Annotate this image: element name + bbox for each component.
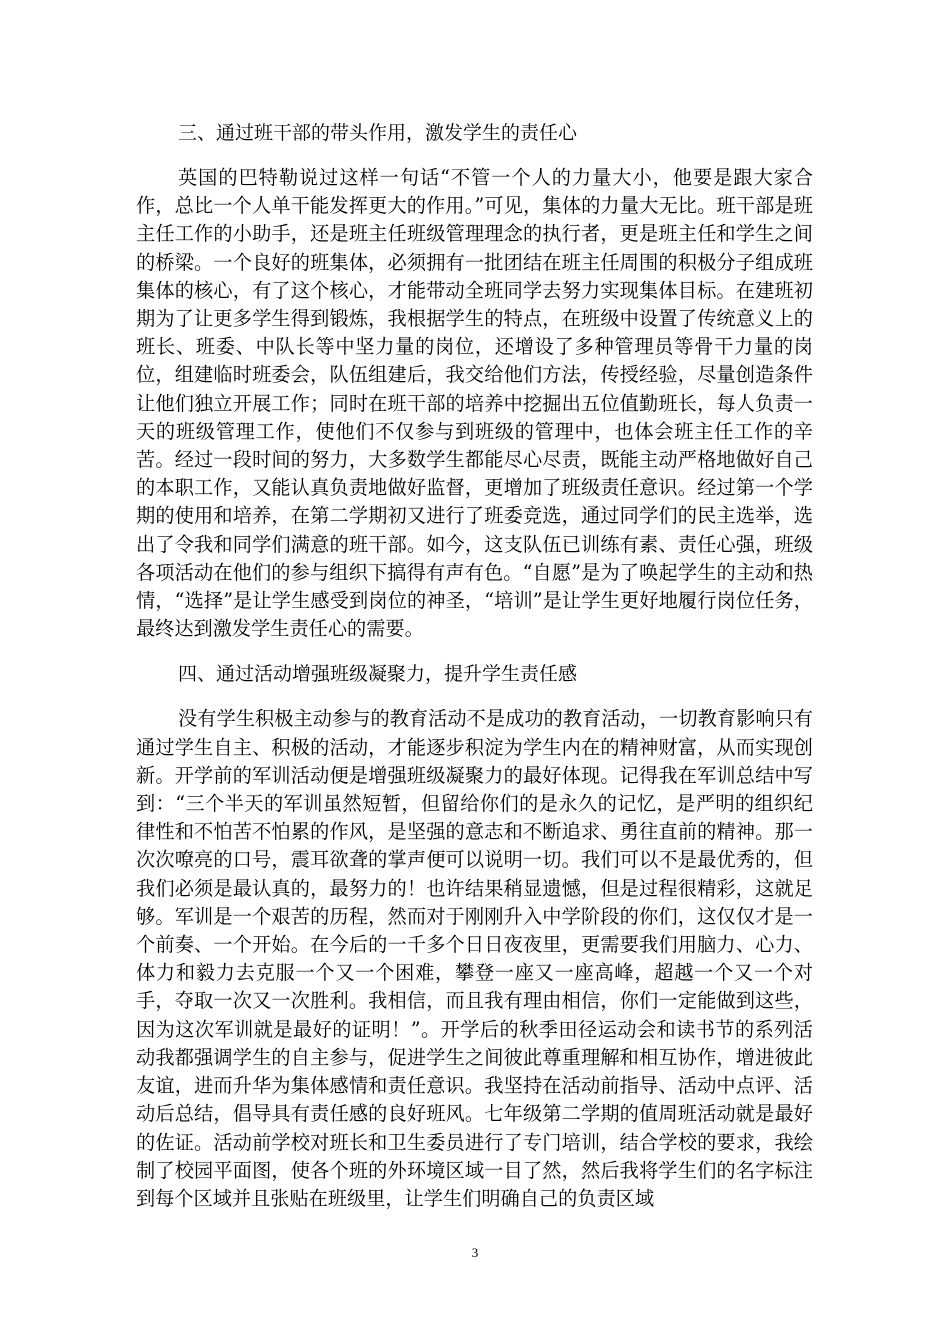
section-heading-4: 四、通过活动增强班级凝聚力，提升学生责任感	[178, 663, 578, 686]
section-heading-3: 三、通过班干部的带头作用，激发学生的责任心	[178, 122, 578, 144]
section-paragraph-4: 没有学生积极主动参与的教育活动不是成功的教育活动，一切教育影响只有通过学生自主、积极的活动，才能逐步积淀为学生内在的精神财富，从而实现创新。开学前的军训活动便是增强班级凝聚力的最好体现。记得我在军训总结中写到：“三个半天的军训虽然短暂，但留给你们的是永久的记忆，是严明的组织纪律性和不怕苦不怕累的作风，是坚强的意志和不断追求、勇往直前的精神。那一次次嘹亮的口号，震耳欲聋的掌声便可以说明一切。我们可以不是最优秀的，但我们必须是最认真的，最努力的！也许结果稍显遗憾，但是过程很精彩，这就足够。军训是一个艰苦的历程，然而对于刚刚升入中学阶段的你们，这仅仅才是一个前奏、一个开始。在今后的一千多个日日夜夜里，更需要我们用脑力、心力、体力和毅力去克服一个又一个困难，攀登一座又一座高峰，超越一个又一个对手，夺取一次又一次胜利。我相信，而且我有理由相信，你们一定能做到这些，因为这次军训就是最好的证明！”。开学后的秋季田径运动会和读书节的系列活动我都强调学生的自主参与，促进学生之间彼此尊重理解和相互协作，增进彼此友谊，进而升华为集体感情和责任意识。我坚持在活动前指导、活动中点评、活动后总结，倡导具有责任感的良好班风。七年级第二学期的值周班活动就是最好的佐证。活动前学校对班长和卫生委员进行了专门培训，结合学校的要求，我绘制了校园平面图，使各个班的外环境区域一目了然，然后我将学生们的名字标注到每个区域并且张贴在班级里，让学生们明确自己的负责区域	[136, 707, 813, 1210]
page-number: 3	[471, 1245, 479, 1260]
document-page	[136, 118, 813, 1213]
section-paragraph-3: 英国的巴特勒说过这样一句话“不管一个人的力量大小，他要是跟大家合作，总比一个人单干能发挥更大的作用。”可见，集体的力量大无比。班干部是班主任工作的小助手，还是班主任班级管理理念的执行者，更是班主任和学生之间的桥梁。一个良好的班集体，必须拥有一批团结在班主任周围的积极分子组成班集体的核心，有了这个核心，才能带动全班同学去努力实现集体目标。在建班初期为了让更多学生得到锻炼，我根据学生的特点，在班级中设置了传统意义上的班长、班委、中队长等中坚力量的岗位，还增设了多种管理员等骨干力量的岗位，组建临时班委会，队伍组建后，我交给他们方法，传授经验，尽量创造条件让他们独立开展工作；同时在班干部的培养中挖掘出五位值勤班长，每人负责一天的班级管理工作，使他们不仅参与到班级的管理中，也体会班主任工作的辛苦。经过一段时间的努力，大多数学生都能尽心尽责，既能主动严格地做好自己的本职工作，又能认真负责地做好监督，更增加了班级责任意识。经过第一个学期的使用和培养，在第二学期初又进行了班委竞选，通过同学们的民主选举，选出了令我和同学们满意的班干部。如今，这支队伍已训练有素、责任心强，班级各项活动在他们的参与组织下搞得有声有色。“自愿”是为了唤起学生的主动和热情，“选择”是让学生感受到岗位的神圣，“培训”是让学生更好地履行岗位任务，最终达到激发学生责任心的需要。	[136, 166, 813, 641]
